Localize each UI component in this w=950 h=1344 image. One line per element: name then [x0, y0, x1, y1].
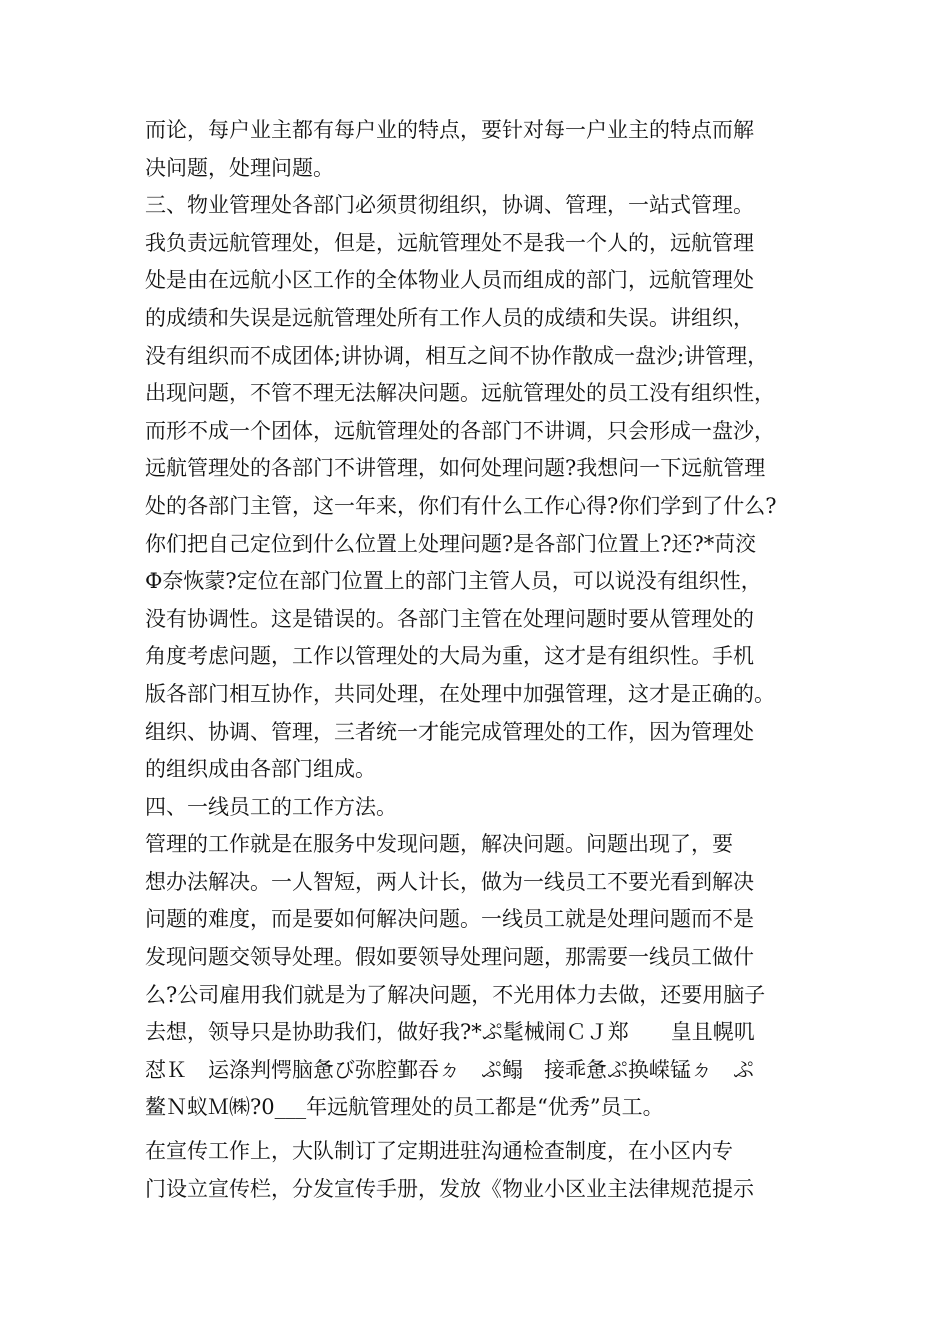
text-line: 你们把自己定位到什么位置上处理问题?是各部门位置上?还?*苘洨 [145, 531, 757, 556]
text-line: 而论，每户业主都有每户业的特点，要针对每一户业主的特点而解 [145, 118, 754, 142]
text-line: Ф奈恢蒙?定位在部门位置上的部门主管人员，可以说没有组织性， [145, 569, 762, 594]
text-line: 而形不成一个团体，远航管理处的各部门不讲调，只会形成一盘沙， [145, 418, 775, 443]
text-line: 角度考虑问题，工作以管理处的大局为重，这才是有组织性。手机 [145, 644, 754, 669]
text-line: 去想，领导只是协助我们，做好我?*ぷ髦械闹ＣＪ郑 皇且幌叽 [145, 1020, 755, 1045]
section-heading-3: 三、物业管理处各部门必须贯彻组织，协调、管理，一站式管理。 [145, 193, 754, 218]
body-text [145, 112, 825, 1208]
text-line: 发现问题交领导处理。假如要领导处理问题，那需要一线员工做什 [145, 945, 754, 970]
text-line: 我负责远航管理处，但是，远航管理处不是我一个人的，远航管理 [145, 230, 754, 255]
text-line: 处是由在远航小区工作的全体物业人员而组成的部门，远航管理处 [145, 268, 754, 293]
text-line: 么?公司雇用我们就是为了解决问题，不光用体力去做，还要用脑子 [145, 982, 766, 1007]
text-line: 远航管理处的各部门不讲管理，如何处理问题?我想问一下远航管理 [145, 456, 766, 481]
text-line: 鳌Ｎ蚁Ｍ㈱?0___年远航管理处的员工都是“优秀”员工。 [145, 1095, 664, 1120]
section-heading-4: 四、一线员工的工作方法。 [145, 794, 397, 819]
text-line: 版各部门相互协作，共同处理，在处理中加强管理，这才是正确的。 [145, 681, 775, 706]
text-line: 没有组织而不成团体;讲协调，相互之间不协作散成一盘沙;讲管理， [145, 343, 769, 368]
text-line: 在宣传工作上，大队制订了定期进驻沟通检查制度，在小区内专 [145, 1139, 733, 1164]
text-line: 问题的难度，而是要如何解决问题。一线员工就是处理问题而不是 [145, 907, 754, 932]
text-line: 管理的工作就是在服务中发现问题，解决问题。问题出现了，要 [145, 832, 733, 857]
text-line: 想办法解决。一人智短，两人计长，做为一线员工不要光看到解决 [145, 869, 754, 894]
text-line: 处的各部门主管，这一年来，你们有什么工作心得?你们学到了什么? [145, 493, 777, 518]
text-line: 没有协调性。这是错误的。各部门主管在处理问题时要从管理处的 [145, 606, 754, 631]
text-line: 决问题，处理问题。 [145, 155, 334, 180]
text-line: 的组织成由各部门组成。 [145, 757, 376, 782]
text-line: 出现问题，不管不理无法解决问题。远航管理处的员工没有组织性， [145, 381, 775, 406]
text-line: 怼Ｋ 运涤判愕脑惫び弥腔鄞吞ㄉ ぷ鳎 接乖惫ぷ换嵘锰ㄉ ぷ [145, 1057, 754, 1082]
text-line: 组织、协调、管理，三者统一才能完成管理处的工作，因为管理处 [145, 719, 754, 744]
text-line: 的成绩和失误是远航管理处所有工作人员的成绩和失误。讲组织， [145, 305, 754, 330]
text-line: 门设立宣传栏，分发宣传手册，发放《物业小区业主法律规范提示 [145, 1176, 754, 1201]
